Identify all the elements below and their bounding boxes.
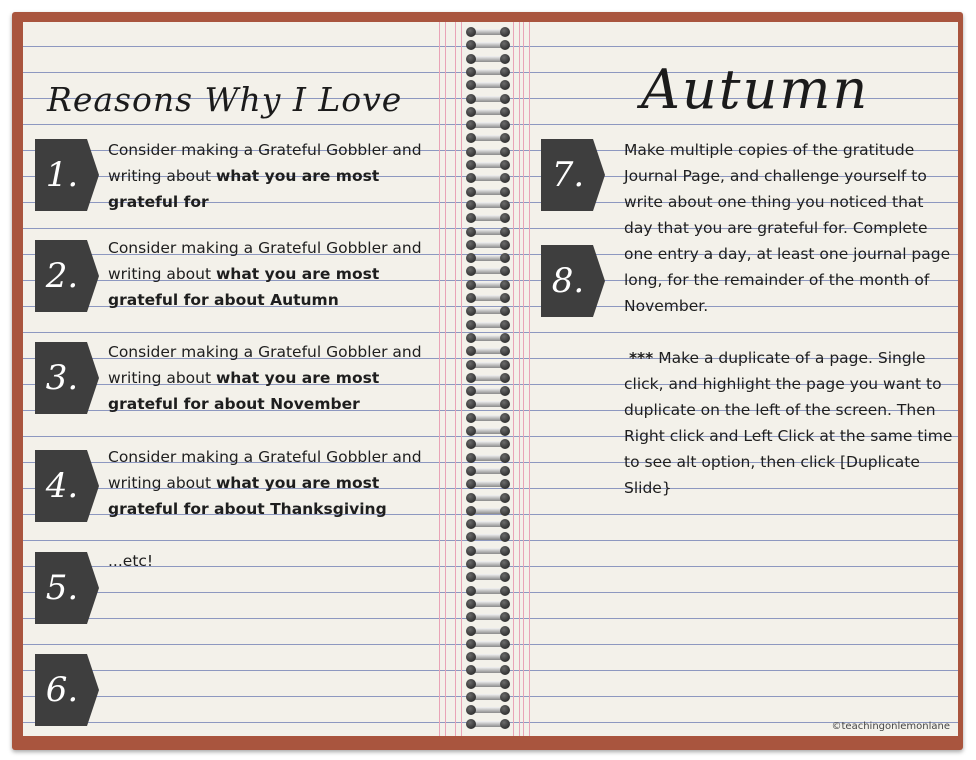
spiral-ring [466,265,510,277]
spiral-ring [466,252,510,264]
margin-line [519,22,520,736]
spiral-ring [466,585,510,597]
spiral-ring [466,691,510,703]
spiral-ring [466,638,510,650]
spiral-ring [466,438,510,450]
number-label: 4. [45,466,79,506]
spiral-ring [466,332,510,344]
spiral-ring [466,571,510,583]
number-label: 1. [45,155,79,195]
spiral-ring [466,425,510,437]
number-tag-6 [35,654,99,726]
entry-text-1: Consider making a Grateful Gobbler and writing about what you are most grateful for [108,141,422,211]
spiral-ring [466,279,510,291]
number-label: 6. [45,670,79,710]
spiral-ring [466,119,510,131]
number-tag-3 [35,342,99,414]
spiral-ring [466,452,510,464]
spiral-ring [466,465,510,477]
spiral-ring [466,199,510,211]
spiral-ring [466,412,510,424]
spiral-ring [466,132,510,144]
left-page [23,22,453,736]
spiral-ring [466,372,510,384]
right-page-title: Autumn [641,58,870,121]
spiral-ring [466,492,510,504]
spiral-ring [466,678,510,690]
left-page-title: Reasons Why I Love [47,80,403,119]
spiral-binding [466,26,510,732]
spiral-ring [466,159,510,171]
entry-text-7: Make multiple copies of the gratitude Journal Page, and challenge yourself to write about one thing you noticed that day that you are grateful for. Complete one entry a day, at least one journal page long, for the remainder of the month of November. [624,141,951,315]
spiral-ring [466,226,510,238]
spiral-ring [466,545,510,557]
spiral-ring [466,106,510,118]
spiral-ring [466,186,510,198]
spiral-ring [466,345,510,357]
spiral-ring [466,39,510,51]
spiral-ring [466,625,510,637]
spiral-ring [466,704,510,716]
spiral-ring [466,239,510,251]
spiral-ring [466,664,510,676]
margin-line [523,22,524,736]
spiral-ring [466,305,510,317]
duplicate-note: *** Make a duplicate of a page. Single click, and highlight the page you want to duplicate on the left of the screen. Then Right click and Left Click at the same time to see alt option, then click [Duplicate Slide} [624,349,953,497]
spiral-ring [466,505,510,517]
copyright-text: ©teachingonlemonlane [831,721,950,732]
spiral-ring [466,558,510,570]
number-label: 7. [551,155,585,195]
margin-line [513,22,514,736]
entry-text-3: Consider making a Grateful Gobbler and writing about what you are most grateful for about November [108,343,422,413]
spiral-ring [466,66,510,78]
spiral-ring [466,79,510,91]
spiral-ring [466,292,510,304]
number-label: 5. [45,568,79,608]
spiral-ring [466,172,510,184]
spiral-ring [466,53,510,65]
number-tag-2 [35,240,99,312]
entry-text-4: Consider making a Grateful Gobbler and writing about what you are most grateful for about Thanksgiving [108,448,422,518]
number-label: 3. [45,358,79,398]
number-tag-1 [35,139,99,211]
spiral-ring [466,611,510,623]
number-tag-4 [35,450,99,522]
spiral-ring [466,146,510,158]
number-tag-5 [35,552,99,624]
number-label: 8. [551,261,585,301]
number-tag-7 [541,139,605,211]
spiral-ring [466,718,510,730]
spiral-ring [466,319,510,331]
margin-line [455,22,456,736]
entry-text-5: ...etc! [108,552,154,570]
spiral-ring [466,518,510,530]
spiral-ring [466,478,510,490]
spiral-ring [466,398,510,410]
number-tag-8 [541,245,605,317]
spiral-ring [466,651,510,663]
spiral-ring [466,598,510,610]
spiral-ring [466,26,510,38]
spiral-ring [466,359,510,371]
entry-text-2: Consider making a Grateful Gobbler and writing about what you are most grateful for about Autumn [108,239,422,309]
margin-line [461,22,462,736]
spiral-ring [466,385,510,397]
right-page [521,22,958,736]
margin-line [529,22,530,736]
spiral-ring [466,93,510,105]
spiral-ring [466,212,510,224]
spiral-ring [466,531,510,543]
number-label: 2. [45,256,79,296]
